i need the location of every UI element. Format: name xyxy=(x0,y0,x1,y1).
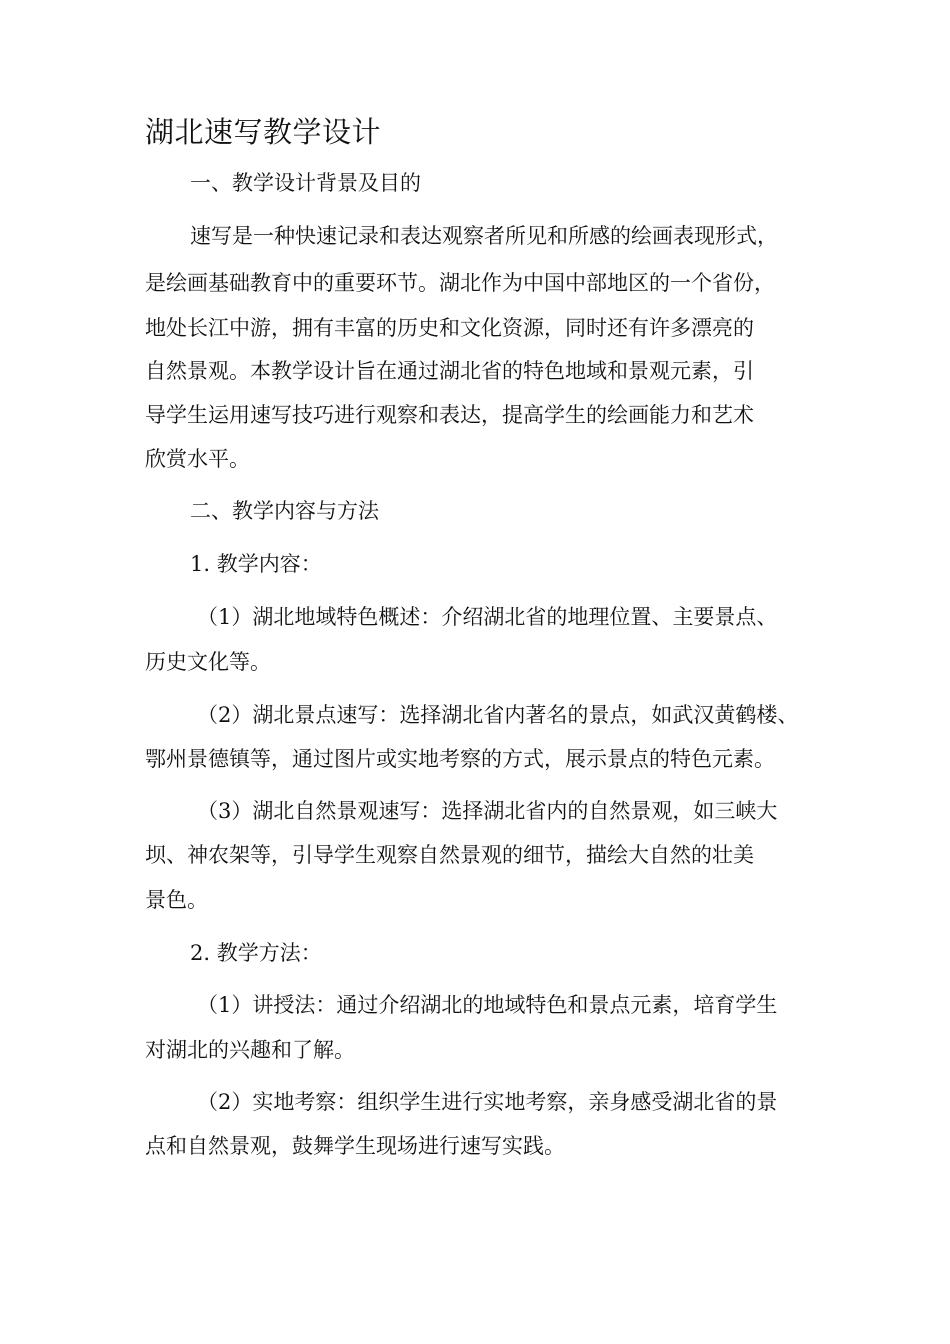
list-item-line: 点和自然景观，鼓舞学生现场进行速写实践。 xyxy=(145,1134,565,1158)
paragraph-line: 自然景观。本教学设计旨在通过湖北省的特色地域和景观元素，引 xyxy=(145,359,754,383)
list-item-line: 历史文化等。 xyxy=(145,650,271,674)
list-item-line: （3）湖北自然景观速写：选择湖北省内的自然景观，如三峡大 xyxy=(197,799,778,823)
list-item-line: （2）实地考察：组织学生进行实地考察，亲身感受湖北省的景 xyxy=(197,1090,778,1114)
content-subheading: 1. 教学内容： xyxy=(190,552,322,576)
list-item-line: （1）讲授法：通过介绍湖北的地域特色和景点元素，培育学生 xyxy=(197,993,778,1017)
paragraph-line: 是绘画基础教育中的重要环节。湖北作为中国中部地区的一个省份， xyxy=(145,271,775,295)
paragraph-line: 导学生运用速写技巧进行观察和表达，提高学生的绘画能力和艺术 xyxy=(145,403,754,427)
methods-subheading: 2. 教学方法： xyxy=(190,941,322,965)
paragraph-line: 地处长江中游，拥有丰富的历史和文化资源，同时还有许多漂亮的 xyxy=(145,316,754,340)
paragraph-line: 速写是一种快速记录和表达观察者所见和所感的绘画表现形式， xyxy=(190,224,778,248)
section-2-heading: 二、教学内容与方法 xyxy=(190,499,379,523)
list-item-line: 坝、神农架等，引导学生观察自然景观的细节，描绘大自然的壮美 xyxy=(145,843,754,867)
list-item-line: 对湖北的兴趣和了解。 xyxy=(145,1038,355,1062)
list-item-line: 景色。 xyxy=(145,888,208,912)
document-title: 湖北速写教学设计 xyxy=(145,115,382,149)
paragraph-line: 欣赏水平。 xyxy=(145,447,250,471)
list-item-line: （2）湖北景点速写：选择湖北省内著名的景点，如武汉黄鹤楼、 xyxy=(197,703,799,727)
section-1-heading: 一、教学设计背景及目的 xyxy=(190,171,421,195)
list-item-line: 鄂州景德镇等，通过图片或实地考察的方式，展示景点的特色元素。 xyxy=(145,747,775,771)
list-item-line: （1）湖北地域特色概述：介绍湖北省的地理位置、主要景点、 xyxy=(197,605,778,629)
